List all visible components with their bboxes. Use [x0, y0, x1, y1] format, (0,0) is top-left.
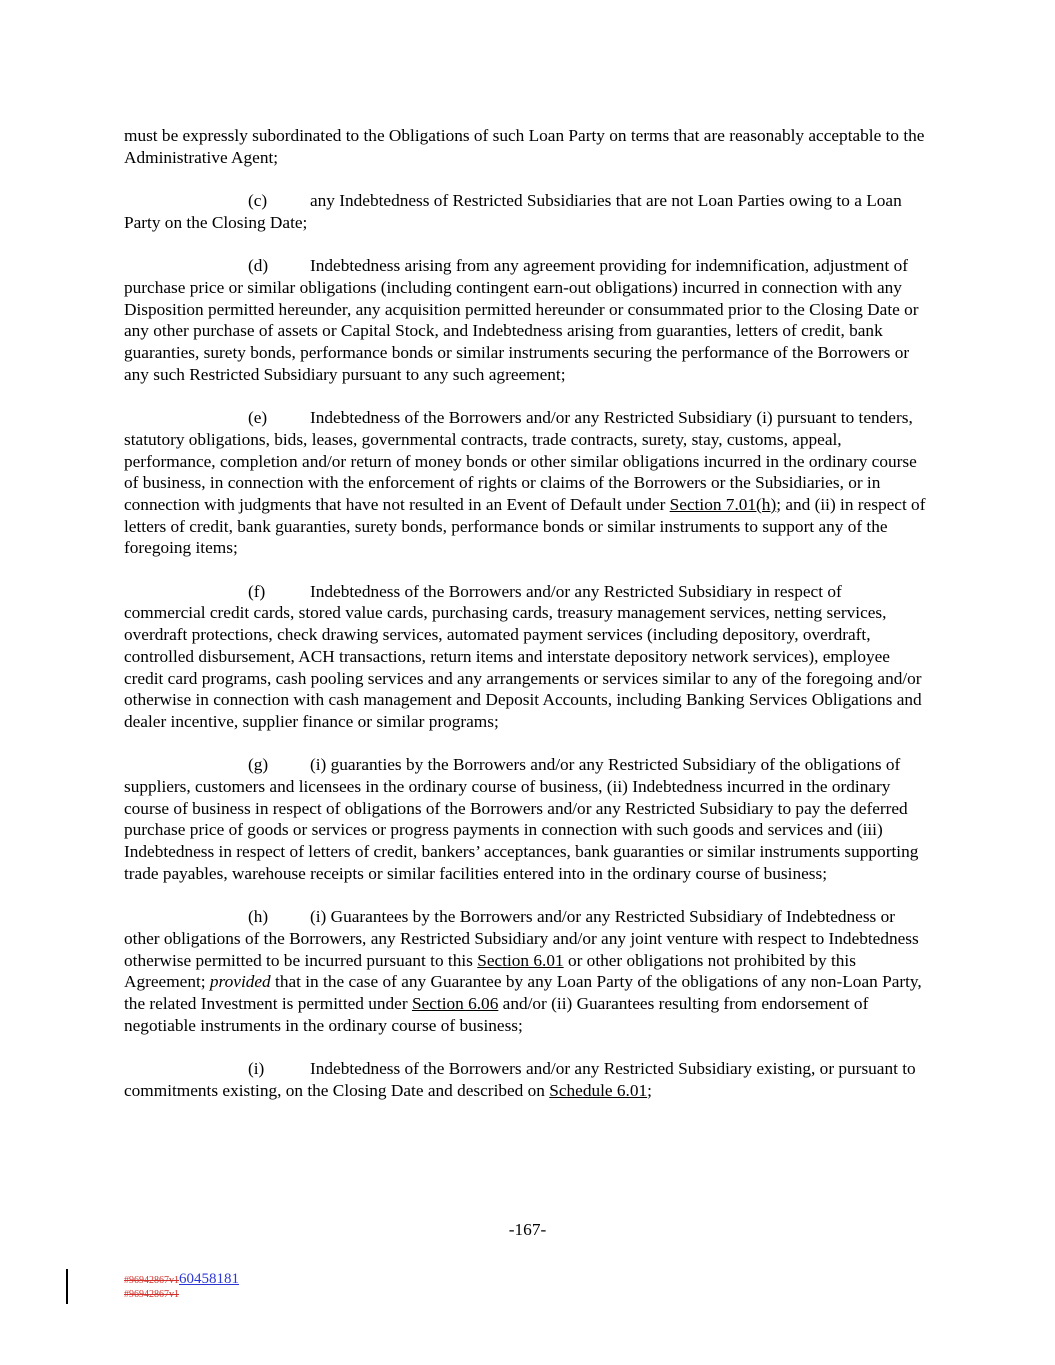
paragraph-h-text: (i) Guarantees by the Borrowers and/or any Restricted Subsidiary of Indebtedness or other obligations of the Borrowers, any Restricted Subsidiary and/or any joint venture with respect to Indebtedness otherwise permitted to be incurred pursuant to this	[124, 907, 919, 970]
paragraph-h-text: and/or (ii) Guarantees resulting from endorsement of negotiable instruments in the ordinary course of business;	[124, 994, 869, 1035]
section-reference: Section 7.01(h)	[669, 494, 777, 514]
schedule-reference: Schedule 6.01	[549, 1080, 648, 1100]
paragraph-d-text: Indebtedness arising from any agreement providing for indemnification, adjustment of purchase price or similar obligations (including contingent earn-out obligations) incurred in connection with any Disposition permitted hereunder, any acquisition permitted hereunder or consummated prior to the Closing Date or any other purchase of assets or Capital Stock, and Indebtedness arising from guaranties, letters of credit, bank guaranties, surety bonds, performance bonds or similar instruments securing the performance of the Borrowers or any such Restricted Subsidiary pursuant to any such agreement;	[124, 256, 919, 384]
paragraph-d-label: (d)	[248, 256, 269, 276]
paragraph-c	[124, 190, 926, 233]
paragraph-e-text: Indebtedness of the Borrowers and/or any Restricted Subsidiary (i) pursuant to tenders, statutory obligations, bids, leases, governmental contracts, trade contracts, surety, stay, customs, appeal, performance, completion and/or return of money bonds or other similar obligations incurred in the ordinary course of business, in connection with the enforcement of rights or claims of the Borrowers or the Subsidiaries, or in connection with judgments that have not resulted in an Event of Default under	[124, 408, 917, 514]
page-number: -167-	[508, 1220, 547, 1239]
paragraph-d	[124, 255, 926, 385]
paragraph-i	[124, 1058, 926, 1101]
paragraph-h-text: or other obligations not prohibited by this Agreement;	[124, 950, 856, 992]
paragraph-c-text: any Indebtedness of Restricted Subsidiaries that are not Loan Parties owing to a Loan Party on the Closing Date;	[124, 191, 902, 232]
paragraph-h-label: (h)	[248, 907, 269, 927]
deleted-document-id: #96942867v1	[124, 1289, 179, 1300]
paragraph-f-label: (f)	[248, 581, 266, 601]
paragraph-i-text: Indebtedness of the Borrowers and/or any Restricted Subsidiary existing, or pursuant to commitments existing, on the Closing Date and described on	[124, 1059, 916, 1100]
paragraph-g-text: (i) guaranties by the Borrowers and/or any Restricted Subsidiary of the obligations of suppliers, customers and licensees in the ordinary course of business, (ii) Indebtedness incurred in the ordinary course of business in respect of obligations of the Borrowers and/or any Restricted Subsidiary to pay the deferred purchase price of goods or services or progress payments in connection with such goods and services and (iii) Indebtedness in respect of letters of credit, bankers’ acceptances, bank guaranties or similar instruments supporting trade payables, warehouse receipts or similar facilities entered into in the ordinary course of business;	[124, 755, 919, 883]
paragraph-i-label: (i)	[248, 1059, 265, 1079]
document-id-line	[124, 1288, 239, 1302]
paragraph-h	[124, 906, 926, 1036]
intro-text: must be expressly subordinated to the Obligations of such Loan Party on terms that are reasonably acceptable to the Administrative Agent;	[124, 126, 925, 167]
paragraph-e-label: (e)	[248, 408, 268, 428]
paragraph-f	[124, 581, 926, 733]
deleted-document-id: #96942867v1	[124, 1275, 179, 1286]
section-reference: Section 6.01	[477, 950, 564, 970]
paragraph-e-text: ; and (ii) in respect of letters of credit, bank guaranties, surety bonds, performance bonds or similar instruments to support any of the foregoing items;	[124, 494, 926, 558]
intro-paragraph	[124, 125, 926, 168]
inserted-document-id: 60458181	[179, 1271, 239, 1287]
paragraph-i-text: ;	[647, 1080, 652, 1100]
paragraph-g	[124, 754, 926, 884]
proviso-emphasis: provided	[209, 972, 271, 992]
document-id-footer	[124, 1272, 239, 1302]
paragraph-g-label: (g)	[248, 755, 269, 775]
paragraph-h-text: that in the case of any Guarantee by any Loan Party of the obligations of any non-Loan Party, the related Investment is permitted under	[124, 972, 922, 1014]
section-reference: Section 6.06	[411, 994, 499, 1014]
paragraph-c-label: (c)	[248, 191, 268, 211]
document-id-line	[124, 1272, 239, 1288]
document-body	[124, 125, 926, 1123]
change-bar	[66, 1269, 68, 1304]
paragraph-e	[124, 407, 926, 559]
paragraph-f-text: Indebtedness of the Borrowers and/or any Restricted Subsidiary in respect of commercial credit cards, stored value cards, purchasing cards, treasury management services, netting services, overdraft protections, check drawing services, automated payment services (including depository, overdraft, controlled disbursement, ACH transactions, return items and interstate depository network services), employee credit card programs, cash pooling services and any arrangements or services similar to any of the foregoing and/or otherwise in connection with cash management and Deposit Accounts, including Banking Services Obligations and dealer incentive, supplier finance or similar programs;	[124, 581, 922, 731]
